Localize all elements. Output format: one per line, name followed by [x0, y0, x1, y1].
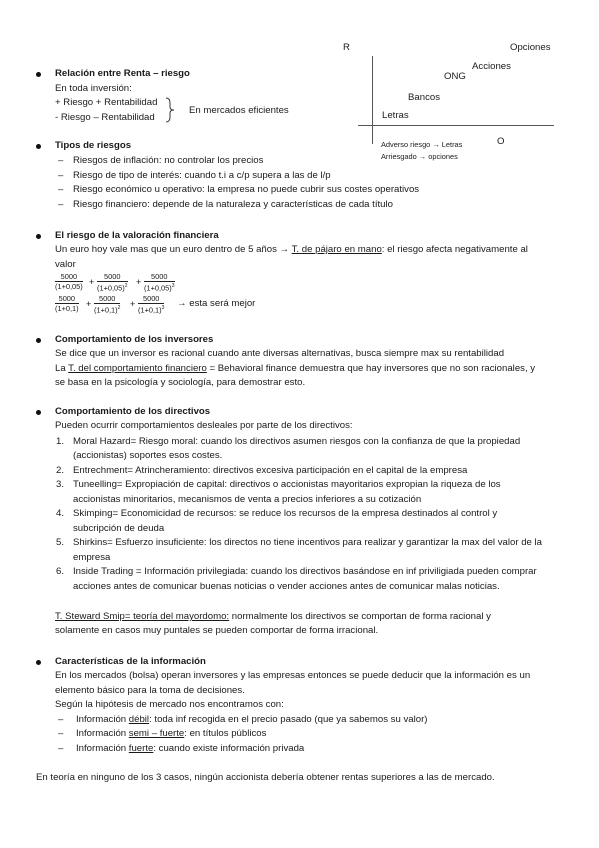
text-line: - Riesgo – Rentabilidad: [55, 112, 155, 123]
list-item: Riesgo de tipo de interés: cuando t.i a c/p supera a las de l/p: [73, 170, 331, 181]
text-line: solamente en casos muy puntales se pueden comportar de forma irracional.: [55, 625, 379, 636]
formula-result-text: → esta será mejor: [177, 298, 256, 309]
diagram-point-acciones: Acciones: [472, 61, 511, 72]
dash-icon: –: [58, 743, 64, 754]
list-item-cont: (accionistas) soportes esos costes.: [73, 450, 223, 461]
text-line: Un euro hoy vale mas que un euro dentro de 5 años → T. de pájaro en mano: el riesgo afecta negativamente al: [55, 244, 528, 255]
list-item-cont: accionistas minoritarios, mecanismos de venta a precios inferiores a su cotización: [73, 494, 422, 505]
text-line: Se dice que un inversor es racional cuando ante diversas alternativas, busca siempre max su rentabilidad: [55, 348, 505, 359]
formula-fraction: $\frac{5000}{(1+0,05)^3}$: [144, 272, 175, 293]
theory-link: T. del comportamiento financiero: [68, 363, 207, 374]
list-item: Inside Trading = Información privilegiada: cuando los directivos basándose en inf priviligiada pueden comprar: [73, 566, 537, 577]
list-item: Entrechment= Atrincheramiento: directivos excesiva participación en el capital de la empresa: [73, 465, 468, 476]
diagram-point-ong: ONG: [444, 71, 466, 82]
dash-icon: –: [58, 155, 64, 166]
dash-icon: –: [58, 714, 64, 725]
text-line: En los mercados (bolsa) operan inversores y las empresas entonces se puede deducir que la información es un: [55, 670, 531, 681]
diagram-point-bancos: Bancos: [408, 92, 440, 103]
bullet-icon: [36, 660, 41, 665]
formula-fraction: $\frac{5000}{(1+0,1)}$: [55, 294, 79, 313]
list-item-cont: subcripción de deuda: [73, 523, 165, 534]
formula-fraction: $\frac{5000}{(1+0,05)}$: [55, 272, 83, 291]
list-number: 3.: [56, 479, 65, 490]
bullet-icon: [36, 72, 41, 77]
diagram-point-letras: Letras: [382, 110, 409, 121]
section-heading: Comportamiento de los directivos: [55, 406, 211, 417]
list-number: 6.: [56, 566, 65, 577]
list-item-cont: empresa: [73, 552, 111, 563]
list-item: Shirkins= Esfuerzo insuficiente: los directos no tiene incentivos para realizar y garantizar la max del valor de la: [73, 537, 542, 548]
plus-sign: +: [136, 277, 142, 287]
list-item: Moral Hazard= Riesgo moral: cuando los directivos asumen riesgos con la confianza de que la propiedad: [73, 436, 521, 447]
conclusion-text: En teoría en ninguno de los 3 casos, ningún accionista debería obtener rentas superiores a las de mercado.: [36, 772, 495, 783]
list-item: Tuneelling= Expropiación de capital: directivos o accionistas mayoritarios expropian la riqueza de los: [73, 479, 501, 490]
list-item: Información fuerte: cuando existe información privada: [76, 743, 305, 754]
list-item: Riesgos de inflación: no controlar los precios: [73, 155, 264, 166]
text-line: Pueden ocurrir comportamientos desleales por parte de los directivos:: [55, 420, 353, 431]
diagram-note-risky: Arriesgado → opciones: [381, 152, 458, 161]
text-line: La T. del comportamiento financiero = Behavioral finance demuestra que hay inversores que no son racionales, y: [55, 363, 536, 374]
formula-fraction: $\frac{5000}{(1+0,1)^3}$: [138, 294, 165, 315]
text-line: En toda inversión:: [55, 83, 132, 94]
bullet-icon: [36, 410, 41, 415]
diagram-y-label: R: [343, 42, 350, 53]
text-line: T. Steward Smip= teoría del mayordomo: normalmente los directivos se comportan de forma racional y: [55, 611, 491, 622]
plus-sign: +: [86, 299, 92, 309]
diagram-note-averse: Adverso riesgo → Letras: [381, 140, 463, 149]
diagram-point-opciones: Opciones: [510, 42, 551, 53]
section-heading: Relación entre Renta – riesgo: [55, 68, 190, 79]
section-heading: El riesgo de la valoración financiera: [55, 230, 219, 241]
plus-sign: +: [89, 277, 95, 287]
list-item: Riesgo financiero: depende de la naturaleza y características de cada título: [73, 199, 393, 210]
list-item-cont: acciones antes de comunicar buenas noticias o vender acciones antes de comunicar malas noticias.: [73, 581, 500, 592]
list-number: 4.: [56, 508, 65, 519]
section-heading: Tipos de riesgos: [55, 140, 132, 151]
section-heading: Características de la información: [55, 656, 206, 667]
text-line: se basa en la psicología y sociología, para demostrar esto.: [55, 377, 306, 388]
diagram-y-axis: [372, 56, 373, 144]
text-line: + Riesgo + Rentabilidad: [55, 97, 158, 108]
formula-fraction: $\frac{5000}{(1+0,1)^2}$: [94, 294, 121, 315]
diagram-x-label: O: [497, 136, 505, 147]
bullet-icon: [36, 338, 41, 343]
list-number: 1.: [56, 436, 65, 447]
bullet-icon: [36, 234, 41, 239]
theory-link: T. Steward Smip= teoría del mayordomo:: [55, 611, 230, 622]
theory-link: T. de pájaro en mano: [291, 244, 382, 255]
list-item: Información débil: toda inf recogida en el precio pasado (que ya sabemos su valor): [76, 714, 428, 725]
brace-icon: [164, 97, 176, 123]
section-heading: Comportamiento de los inversores: [55, 334, 214, 345]
dash-icon: –: [58, 184, 64, 195]
formula-fraction: $\frac{5000}{(1+0,05)^2}$: [97, 272, 128, 293]
list-number: 2.: [56, 465, 65, 476]
dash-icon: –: [58, 170, 64, 181]
text-line: valor: [55, 259, 76, 270]
diagram-x-axis: [358, 125, 554, 126]
brace-text: En mercados eficientes: [189, 105, 289, 116]
list-item: Información semi – fuerte: en títulos públicos: [76, 728, 267, 739]
text-line: elemento básico para la toma de decisiones.: [55, 685, 245, 696]
bullet-icon: [36, 144, 41, 149]
plus-sign: +: [130, 299, 136, 309]
list-item: Riesgo económico u operativo: la empresa no puede cubrir sus costes operativos: [73, 184, 420, 195]
dash-icon: –: [58, 728, 64, 739]
text-line: Según la hipótesis de mercado nos encontramos con:: [55, 699, 284, 710]
list-item: Skimping= Economicidad de recursos: se reduce los recursos de la empresa destinados al control y: [73, 508, 498, 519]
dash-icon: –: [58, 199, 64, 210]
list-number: 5.: [56, 537, 65, 548]
